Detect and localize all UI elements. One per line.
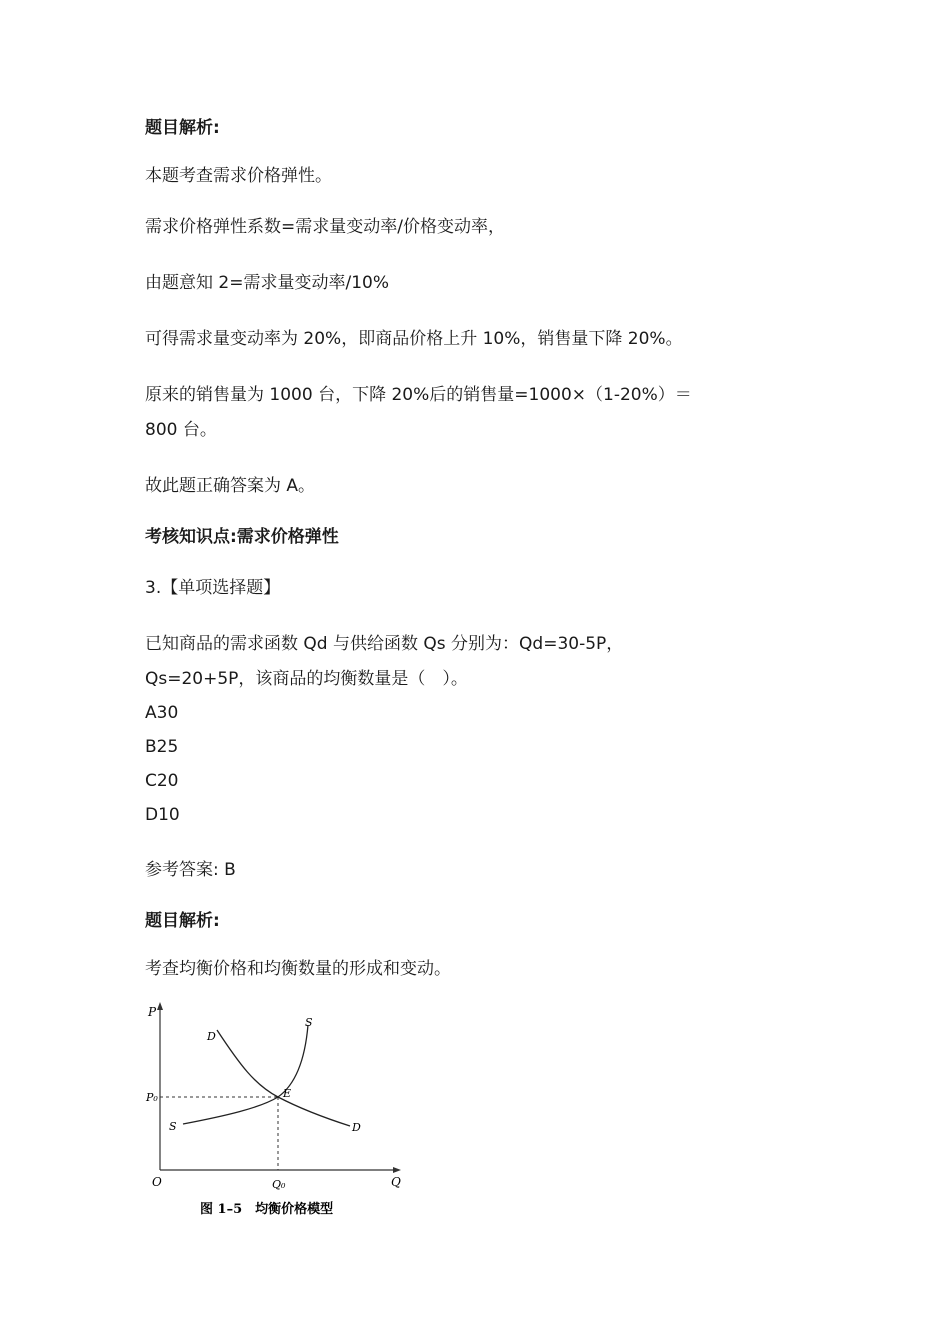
supply-label-top: S [305, 1016, 313, 1029]
section-heading: 题目解析: [145, 911, 220, 931]
knowledge-point: 考核知识点:需求价格弹性 [145, 527, 339, 547]
p-axis-label: P [148, 1005, 157, 1019]
paragraph: 考查均衡价格和均衡数量的形成和变动。 [145, 959, 451, 979]
p0-label: P₀ [146, 1091, 158, 1104]
question-stem: Qs=20+5P，该商品的均衡数量是（ ）。 [145, 669, 468, 689]
supply-curve [183, 1025, 308, 1124]
origin-label: O [152, 1175, 162, 1189]
equilibrium-point-label: E [283, 1087, 292, 1100]
reference-answer: 参考答案: B [145, 860, 236, 880]
paragraph: 可得需求量变动率为 20%，即商品价格上升 10%，销售量下降 20%。 [145, 329, 683, 349]
q-axis-label: Q [391, 1175, 401, 1189]
question-title: 3.【单项选择题】 [145, 578, 281, 598]
q-axis-arrow [393, 1167, 401, 1173]
demand-curve [217, 1030, 350, 1126]
paragraph: 需求价格弹性系数=需求量变动率/价格变动率， [145, 217, 505, 237]
p-axis-arrow [157, 1002, 163, 1010]
paragraph: 800 台。 [145, 420, 217, 440]
option-d: D10 [145, 805, 180, 825]
paragraph: 本题考查需求价格弹性。 [145, 166, 332, 186]
option-a: A30 [145, 703, 179, 723]
option-c: C20 [145, 771, 179, 791]
q0-label: Q₀ [272, 1178, 286, 1191]
paragraph: 原来的销售量为 1000 台，下降 20%后的销售量=1000×（1-20%）＝ [145, 385, 692, 405]
supply-label-bottom: S [169, 1120, 177, 1133]
demand-label-bottom: D [352, 1121, 361, 1134]
figure-caption: 图 1–5 均衡价格模型 [200, 1202, 334, 1217]
question-stem: 已知商品的需求函数 Qd 与供给函数 Qs 分别为：Qd=30-5P， [145, 634, 624, 654]
equilibrium-price-figure [145, 1000, 415, 1230]
paragraph: 由题意知 2=需求量变动率/10% [145, 273, 389, 293]
section-heading: 题目解析: [145, 118, 220, 138]
option-b: B25 [145, 737, 179, 757]
paragraph: 故此题正确答案为 A。 [145, 476, 316, 496]
demand-label-top: D [207, 1030, 216, 1043]
